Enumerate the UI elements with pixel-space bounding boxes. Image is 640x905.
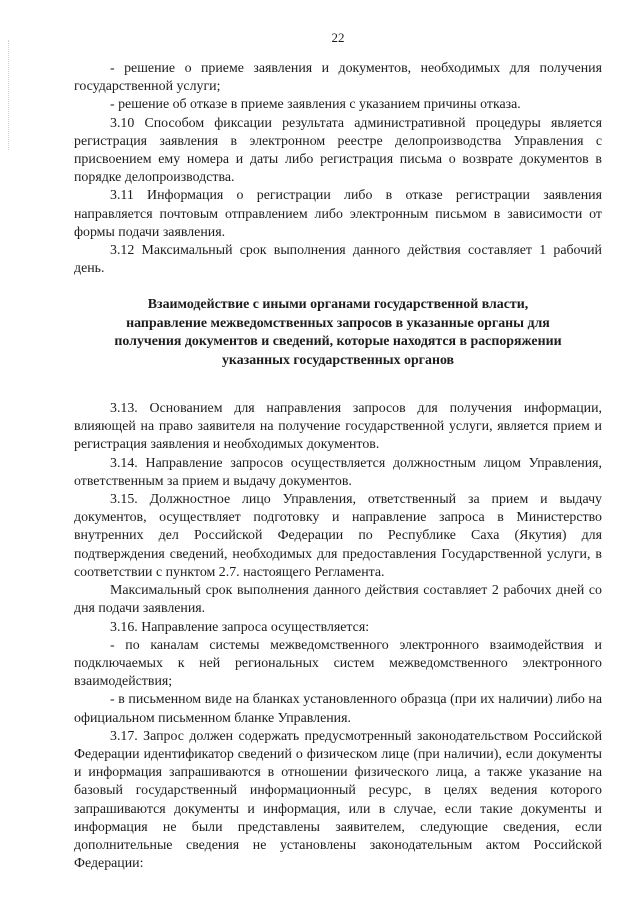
paragraph: 3.12 Максимальный срок выполнения данного действия составляет 1 рабочий день. xyxy=(74,243,602,277)
page-number: 22 xyxy=(331,30,345,45)
heading-line: Взаимодействие с иными органами государственной власти, xyxy=(147,297,529,313)
heading-line: получения документов и сведений, которые находятся в распоряжении xyxy=(114,334,562,350)
scan-margin-mark xyxy=(8,40,11,150)
paragraph: - решение о приеме заявления и документов, необходимых для получения государственной услуги; xyxy=(74,61,602,95)
heading-line: направление межведомственных запросов в указанные органы для xyxy=(126,315,550,331)
paragraph: Максимальный срок выполнения данного действия составляет 2 рабочих дней со дня подачи заявления. xyxy=(74,583,602,617)
section-heading xyxy=(74,296,602,370)
paragraph: 3.13. Основанием для направления запросов для получения информации, влияющей на право заявителя на получение государственной услуги, является прием и регистрация заявления и необходимых документов. xyxy=(74,401,602,453)
paragraph: 3.10 Способом фиксации результата административной процедуры является регистрация заявления в электронном реестре делопроизводства Управления с присвоением ему номера и даты либо регистрация письма о возврате документов в порядке делопроизводства. xyxy=(74,115,602,186)
paragraph: 3.14. Направление запросов осуществляется должностным лицом Управления, ответственным за прием и выдачу документов. xyxy=(74,455,602,489)
paragraph: 3.16. Направление запроса осуществляется: xyxy=(110,619,370,635)
text-block-bottom xyxy=(74,400,602,873)
paragraph: - по каналам системы межведомственного электронного взаимодействия и подключаемых к ней региональных систем межведомственного электронного взаимодействия; xyxy=(74,637,602,690)
paragraph: 3.17. Запрос должен содержать предусмотренный законодательством Российской Федерации идентификатор сведений о физическом лице (при наличии), если документы и информация запрашиваются в отношении физического лица, а также указание на базовый государственный информационный ресурс, в целях ведения которого запрашиваются документы и информация, или в случае, если такие документы и информация не были представлены заявителем, следующие сведения, если дополнительные сведения не установлены законодательным актом Российской Федерации: xyxy=(74,728,602,872)
paragraph: 3.11 Информация о регистрации либо в отказе регистрации заявления направляется почтовым отправлением либо электронным письмом в зависимости от формы подачи заявления. xyxy=(74,188,602,240)
heading-line: указанных государственных органов xyxy=(221,352,455,368)
paragraph: - решение об отказе в приеме заявления с указанием причины отказа. xyxy=(110,97,521,113)
text-block-top xyxy=(74,60,602,278)
paragraph: - в письменном виде на бланках установленного образца (при их наличии) либо на официальном письменном бланке Управления. xyxy=(74,692,602,726)
paragraph: 3.15. Должностное лицо Управления, ответственный за прием и выдачу документов, осуществляет подготовку и направление запроса в Министерство внутренних дел Российской Федерации по Республике Саха (Якутия) для подтверждения сведений, необходимых для предоставления Государственной услуги, в соответствии с пунктом 2.7. настоящего Регламента. xyxy=(74,492,602,580)
